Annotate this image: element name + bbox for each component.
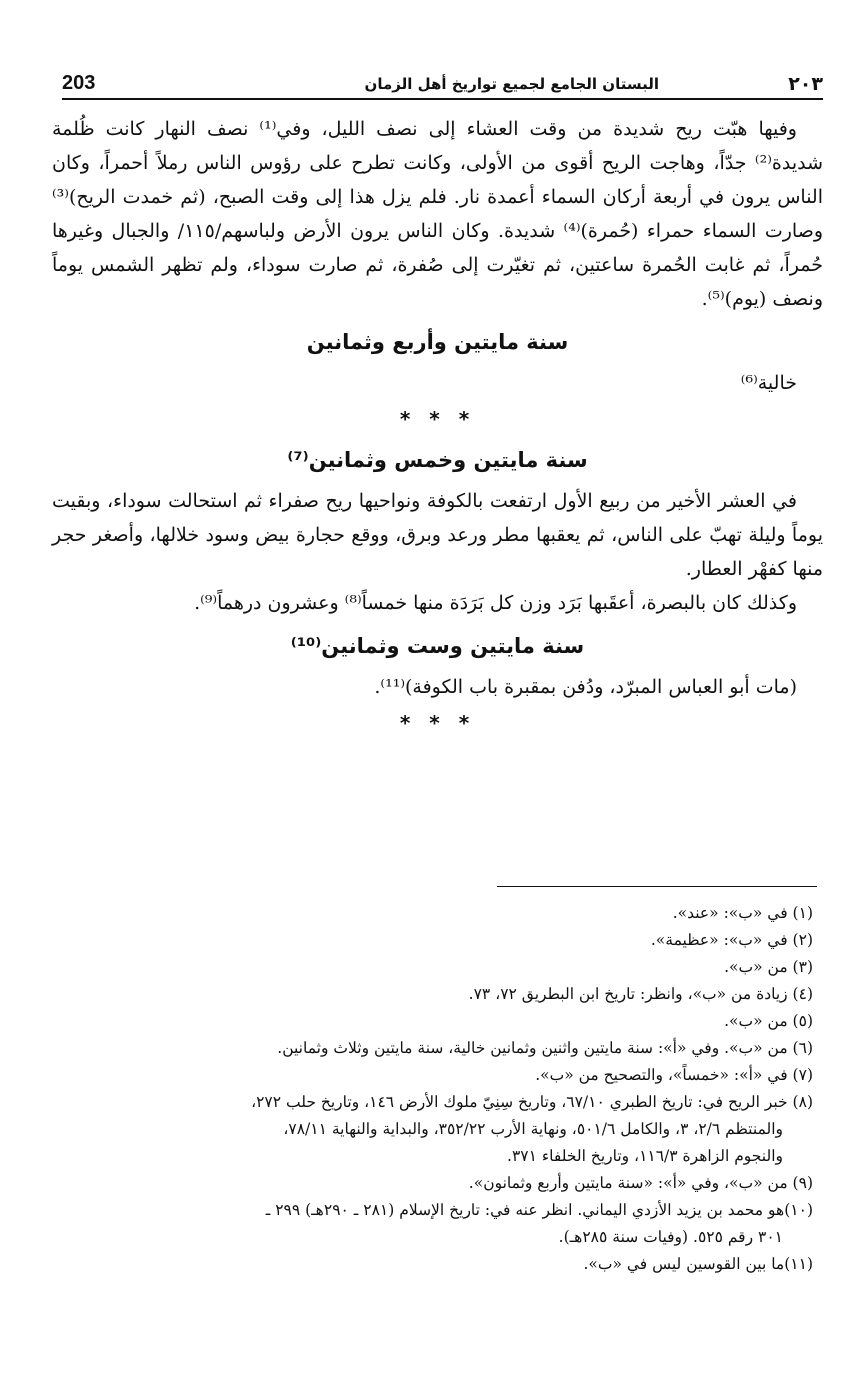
footnote-divider [497, 886, 817, 887]
footnote-11: (١١)ما بين القوسين ليس في «ب». [583, 1255, 813, 1273]
footnotes [44, 900, 823, 1278]
footnote-3: (٣) من «ب». [724, 958, 813, 976]
page-number-arabic: ٢٠٣ [788, 73, 823, 95]
footnote-1: (١) في «ب»: «عند». [672, 904, 813, 922]
paragraph-285-b: وكذلك كان بالبصرة، أعقَبها بَرَد وزن كل بَرَدَة منها خمساً⁽⁸⁾ وعشرون درهماً⁽⁹⁾. [194, 592, 797, 614]
book-title: البستان الجامع لجميع تواريخ أهل الزمان [364, 75, 660, 93]
main-text [52, 112, 823, 742]
footnote-7: (٧) في «أ»: «خمساً»، والتصحيح من «ب». [535, 1066, 813, 1084]
footnote-9: (٩) من «ب»، وفي «أ»: «سنة مايتين وأربع وثمانون». [468, 1174, 813, 1192]
page-number-latin: 203 [62, 72, 96, 94]
footnote-10: (١٠)هو محمد بن يزيد الأزدي اليماني. انظر عنه في: تاريخ الإسلام (٢٨١ ـ ٢٩٠هـ) ٢٩٩ ـ [265, 1201, 813, 1219]
footnote-2: (٢) في «ب»: «عظيمة». [650, 931, 813, 949]
footnote-10-continued: ٣٠١ رقم ٥٢٥. (وفيات سنة ٢٨٥هـ). [558, 1228, 783, 1246]
note-year-284: خالية⁽⁶⁾ [740, 372, 797, 394]
footnote-8-continued: والنجوم الزاهرة ١١٦/٣، وتاريخ الخلفاء ٣٧١. [507, 1147, 783, 1165]
running-header [62, 62, 823, 100]
heading-year-285: سنة مايتين وخمس وثمانين⁽⁷⁾ [287, 448, 588, 472]
paragraph-285-a: في العشر الأخير من ربيع الأول ارتفعت بالكوفة ونواحيها ريح صفراء ثم استحالت سوداء، وبقيت يوماً وليلة تهبّ على الناس، ثم يعقبها مطر ورعد وبرق، ووقع حجارة بيض وسود خلالها، وأصغر حجر منها كفهْر العطار. [52, 490, 823, 580]
footnote-5: (٥) من «ب». [724, 1012, 813, 1030]
section-separator-1: * * * [399, 407, 476, 431]
footnote-6: (٦) من «ب». وفي «أ»: سنة مايتين واثنين وثمانين خالية، سنة مايتين وثلاث وثمانين. [277, 1039, 813, 1057]
paragraph-intro: وفيها هبّت ريح شديدة من وقت العشاء إلى نصف الليل، وفي⁽¹⁾ نصف النهار كانت ظُلمة شديدة⁽²⁾ جدّاً، وهاجت الريح أقوى من الأولى، وكانت تطرح على رؤوس الناس رملاً أحمراً، وكان الناس يرون في أربعة أركان السماء أعمدة نار. فلم يزل هذا إلى وقت الصبح، (ثم خمدت الريح)⁽³⁾ وصارت السماء حمراء (حُمرة)⁽⁴⁾ شديدة. وكان الناس يرون الأرض ولباسهم/١١٥/ والجبال وغيرها حُمراً، ثم غابت الحُمرة ساعتين، ثم تغيّرت إلى صُفرة، ثم صارت سوداء، ولم تظهر الشمس يوماً ونصف (يوم)⁽⁵⁾. [52, 118, 824, 310]
footnote-8-continued: والمنتظم ٢/٦، ٣، والكامل ٥٠١/٦، ونهاية الأرب ٣٥٢/٢٢، والبداية والنهاية ٧٨/١١، [283, 1120, 783, 1138]
footnote-8: (٨) خبر الريح في: تاريخ الطبري ٦٧/١٠، وتاريخ سِنِيّ ملوك الأرض ١٤٦، وتاريخ حلب ٢٧٢، [251, 1093, 813, 1111]
note-year-286: (مات أبو العباس المبرّد، ودُفن بمقبرة باب الكوفة)⁽¹¹⁾. [374, 676, 797, 698]
footnote-4: (٤) زيادة من «ب»، وانظر: تاريخ ابن البطريق ٧٢، ٧٣. [468, 985, 813, 1003]
heading-year-286: سنة مايتين وست وثمانين⁽¹⁰⁾ [290, 634, 585, 658]
heading-year-284: سنة مايتين وأربع وثمانين [306, 330, 569, 354]
section-separator-2: * * * [399, 711, 476, 735]
